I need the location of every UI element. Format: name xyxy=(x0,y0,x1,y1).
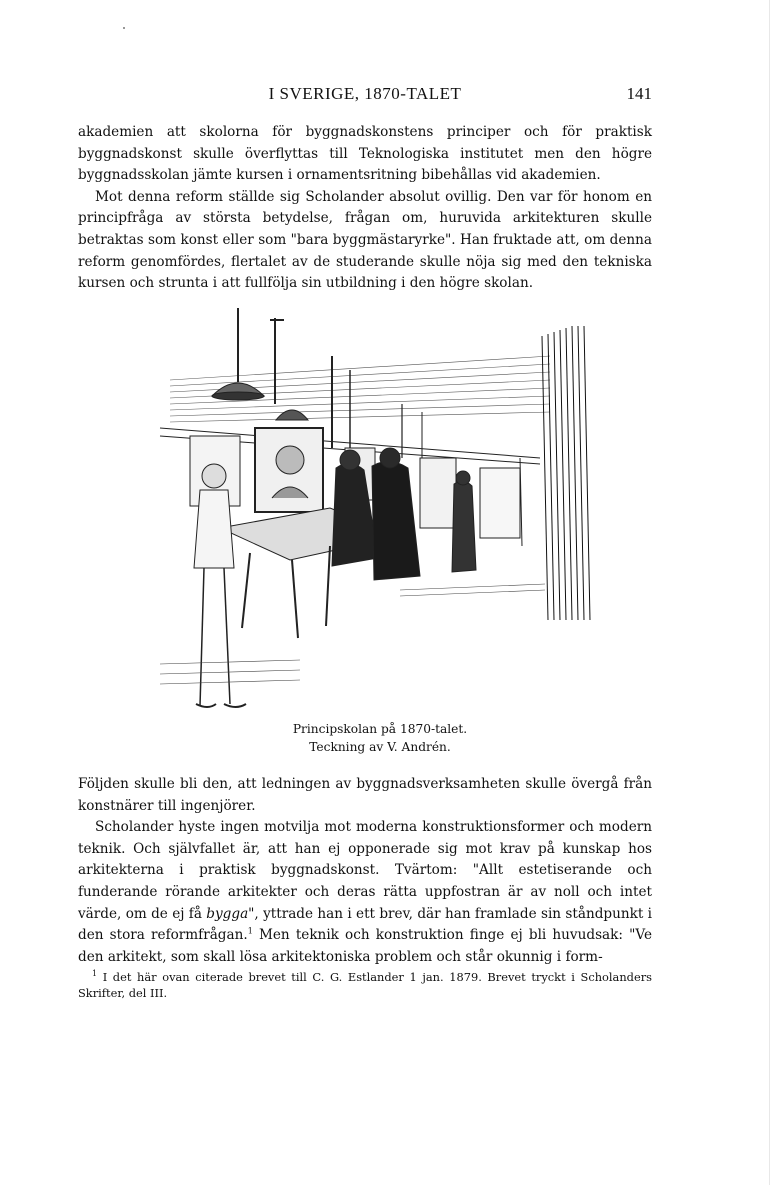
drawing-illustration-icon xyxy=(150,308,592,713)
emphasis-bygga: bygga xyxy=(206,905,249,922)
caption-line-title: Principskolan på 1870-talet. xyxy=(292,722,468,736)
running-title: I SVERIGE, 1870-TALET xyxy=(268,84,462,103)
paragraph-consequence: Följden skulle bli den, att ledningen av byggnadsverksamheten skulle övergå från konstnärer till ingenjörer. xyxy=(78,776,652,814)
page-edge xyxy=(769,0,770,1185)
text-run: ", yttrade han i ett brev, där han framlade sin ståndpunkt i den stora reformfrågan. xyxy=(78,905,653,944)
figure-illustration xyxy=(150,308,592,713)
paragraph-reform: Mot denna reform ställde sig Scholander absolut ovillig. Den var för honom en principfråga av största betydelse, frågan om, huruvida arkitekturen skulle betraktas som konst eller som "bara byggmästaryrke". Han fruktade att, om denna reform genomfördes, flertalet av de studerande skulle nöja sig med den tekniska kursen och strunta i att fullfölja sin utbildning i den högre skolan. xyxy=(78,188,652,292)
paragraph-continued: akademien att skolorna för byggnadskonstens principer och för praktisk byggnadskonst skulle överflyttas till Teknologiska institutet men den högre byggnadsskolan jämte kursen i ornamentsritning bibehållas vid akademien. xyxy=(78,124,652,184)
figure-caption xyxy=(160,720,600,756)
text-run: Scholander hyste ingen motvilja mot moderna konstruktionsformer och modern teknik. Och självfallet är, att han ej opponerade sig mot krav på kunskap hos arkitekterna i praktisk byggnadskonst. Tvärtom: "Allt estetiserande och funderande rörande arkitekter och deras rätta uppfostran är av noll och intet värde, om de ej få xyxy=(78,819,652,922)
page-number: 141 xyxy=(626,84,652,103)
paragraph-scholander xyxy=(78,817,652,968)
footnote-reference: 1 xyxy=(247,926,253,936)
running-head xyxy=(78,84,652,106)
print-speck xyxy=(123,27,125,29)
text-block-top xyxy=(78,122,652,295)
footnote-marker: 1 xyxy=(92,969,98,979)
curtain xyxy=(542,326,590,620)
footnote xyxy=(78,970,652,1001)
caption-line-credit: Teckning av V. Andrén. xyxy=(309,740,451,754)
text-block-bottom xyxy=(78,774,652,968)
text-run: Men teknik och konstruktion finge ej bli huvudsak: "Ve den arkitekt, som skall lösa arkitektoniska problem och står okunnig i form- xyxy=(78,927,652,965)
footnote-text: I det här ovan citerade brevet till C. G. Estlander 1 jan. 1879. Brevet tryckt i Scholanders Skrifter, del III. xyxy=(78,970,652,1000)
